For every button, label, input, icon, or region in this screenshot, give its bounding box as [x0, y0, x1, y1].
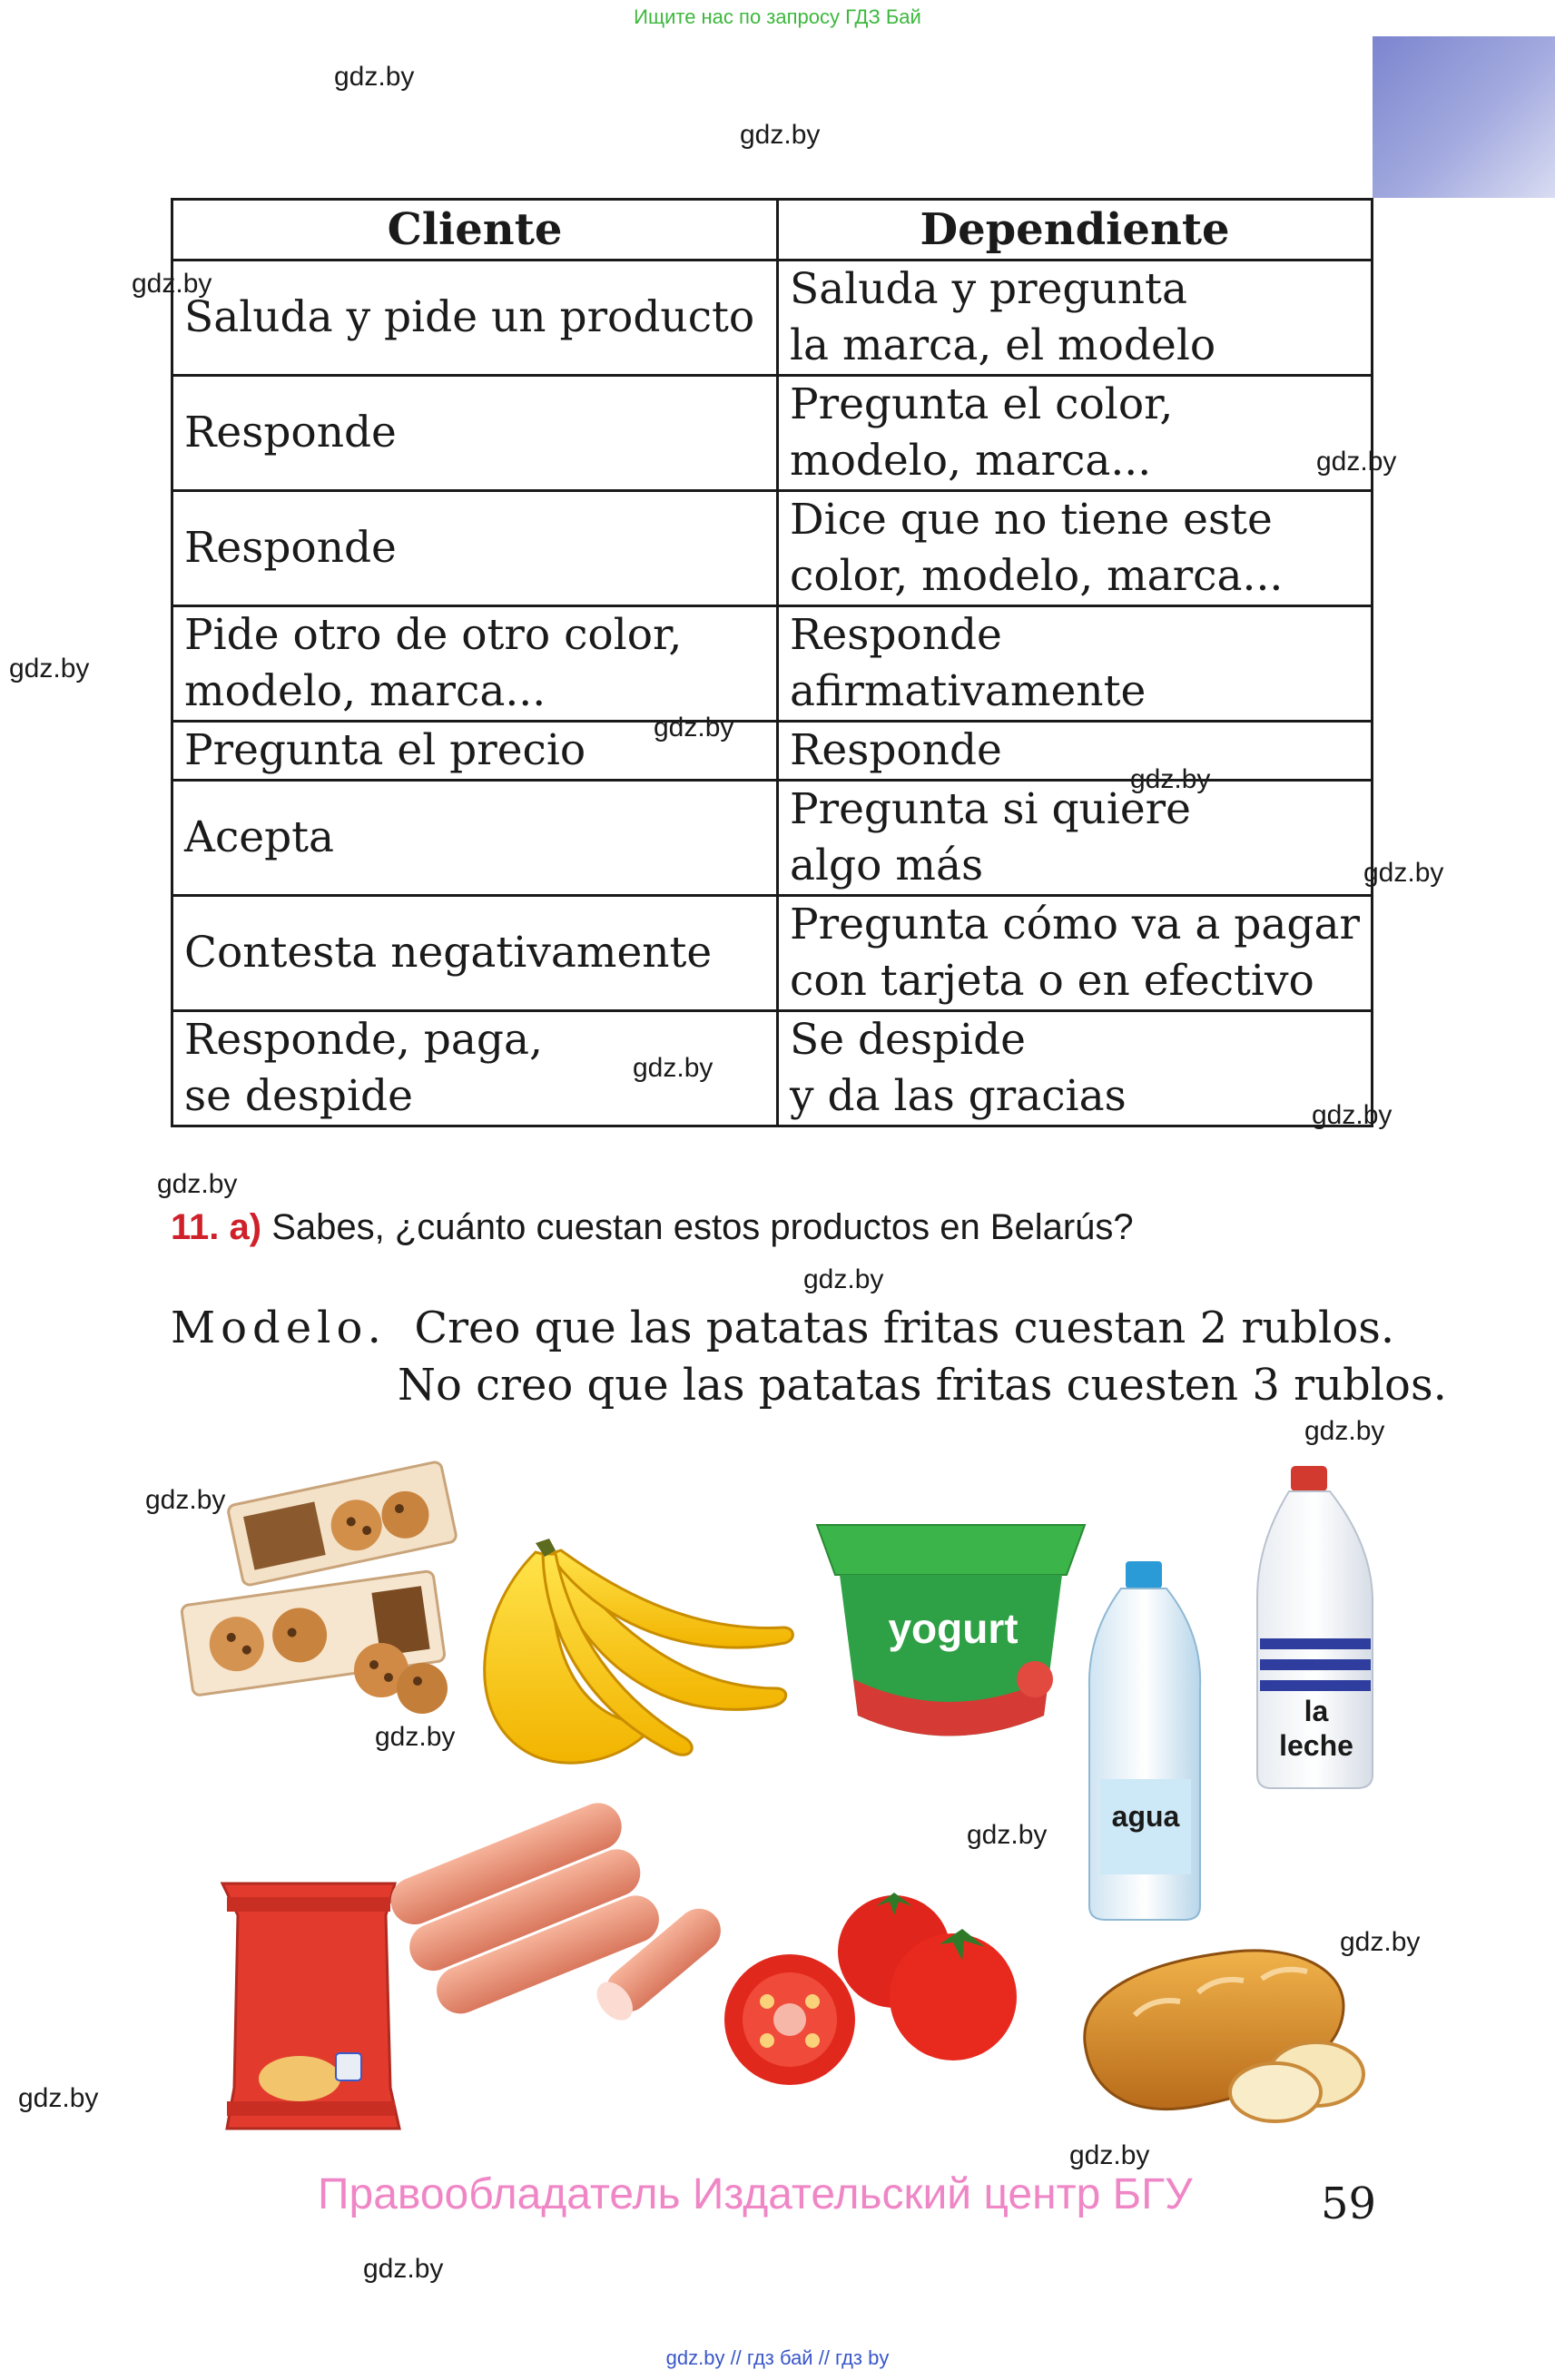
cell-line: Contesta negativamente	[184, 928, 713, 978]
cell-line: con tarjeta o en efectivo	[790, 956, 1314, 1006]
cell-line: Saluda y pide un producto	[184, 292, 755, 342]
watermark: gdz.by	[1340, 1927, 1421, 1957]
watermark: gdz.by	[9, 654, 90, 684]
model-line-1: Creo que las patatas fritas cuestan 2 rublos.	[414, 1303, 1395, 1353]
cell-line: modelo, marca...	[790, 436, 1152, 486]
watermark: gdz.by	[1316, 447, 1397, 477]
bananas-image	[485, 1539, 793, 1763]
cell-line: Pregunta el precio	[184, 725, 586, 775]
water-label: agua	[1111, 1800, 1180, 1833]
watermark: gdz.by	[1130, 764, 1211, 794]
cell-line: Pregunta cómo va a pagar	[790, 900, 1360, 949]
watermark: gdz.by	[1312, 1100, 1393, 1130]
yogurt-label: yogurt	[888, 1605, 1019, 1652]
cell-line: modelo, marca...	[184, 666, 546, 716]
model-line-2: No creo que las patatas fritas cuesten 3 rublos.	[398, 1360, 1447, 1411]
exercise-number: 11. a)	[171, 1207, 262, 1247]
cell-line: Pide otro de otro color,	[184, 610, 683, 660]
cell-line: Responde	[790, 725, 1002, 775]
cell-line: afirmativamente	[790, 666, 1147, 716]
milk-bottle-image	[1257, 1466, 1373, 1788]
milk-label-2: leche	[1279, 1729, 1353, 1762]
watermark: gdz.by	[132, 269, 212, 299]
watermark: gdz.by	[803, 1264, 884, 1294]
watermark: gdz.by	[334, 62, 415, 92]
cell-line: Responde, paga,	[184, 1015, 543, 1065]
watermark: gdz.by	[363, 2254, 444, 2284]
watermark: gdz.by	[145, 1485, 226, 1515]
watermark: gdz.by	[1363, 858, 1444, 888]
cell-line: algo más	[790, 841, 984, 890]
cookies-image	[181, 1461, 457, 1714]
tomatoes-image	[724, 1893, 1017, 2085]
watermark: gdz.by	[967, 1820, 1048, 1850]
watermark: gdz.by	[1304, 1416, 1385, 1446]
cell-line: Responde	[184, 408, 397, 457]
exercise-text: Sabes, ¿cuánto cuestan estos productos en Belarús?	[271, 1207, 1134, 1247]
cell-line: y da las gracias	[790, 1071, 1127, 1121]
watermark: gdz.by	[18, 2083, 99, 2113]
cell-line: Responde	[790, 610, 1002, 660]
cell-line: color, modelo, marca...	[790, 551, 1284, 601]
cell-line: Saluda y pregunta	[790, 264, 1187, 314]
page-number: 59	[1321, 2178, 1377, 2229]
cell-line: se despide	[184, 1071, 413, 1121]
column-header-dependiente: Dependiente	[778, 200, 1373, 261]
watermark: gdz.by	[654, 713, 734, 743]
watermark: gdz.by	[1069, 2140, 1150, 2170]
watermark: gdz.by	[375, 1722, 456, 1752]
cell-line: la marca, el modelo	[790, 320, 1216, 370]
column-header-cliente: Cliente	[172, 200, 778, 261]
cell-line: Responde	[184, 523, 397, 573]
chips-bag-image	[222, 1883, 399, 2129]
copyright-credit: Правообладатель Издательский центр БГУ	[318, 2170, 1193, 2218]
water-bottle-image	[1089, 1561, 1200, 1920]
cell-line: Se despide	[790, 1015, 1026, 1065]
sausages-image	[384, 1796, 730, 2028]
watermark: gdz.by	[633, 1053, 714, 1083]
cell-line: Dice que no tiene este	[790, 495, 1273, 545]
yogurt-image	[817, 1525, 1085, 1736]
model-label: Modelo.	[171, 1303, 387, 1353]
milk-label-1: la	[1304, 1695, 1329, 1727]
cell-line: Pregunta si quiere	[790, 784, 1191, 834]
top-note: Ищите нас по запросу ГДЗ Бай	[634, 5, 921, 28]
watermark: gdz.by	[740, 120, 821, 150]
bread-image	[1085, 1951, 1363, 2121]
watermark: gdz.by	[157, 1169, 238, 1199]
cell-line: Pregunta el color,	[790, 379, 1174, 429]
footer-links[interactable]: gdz.by // гдз бай // гдз by	[665, 2346, 890, 2369]
cell-line: Acepta	[184, 812, 335, 862]
